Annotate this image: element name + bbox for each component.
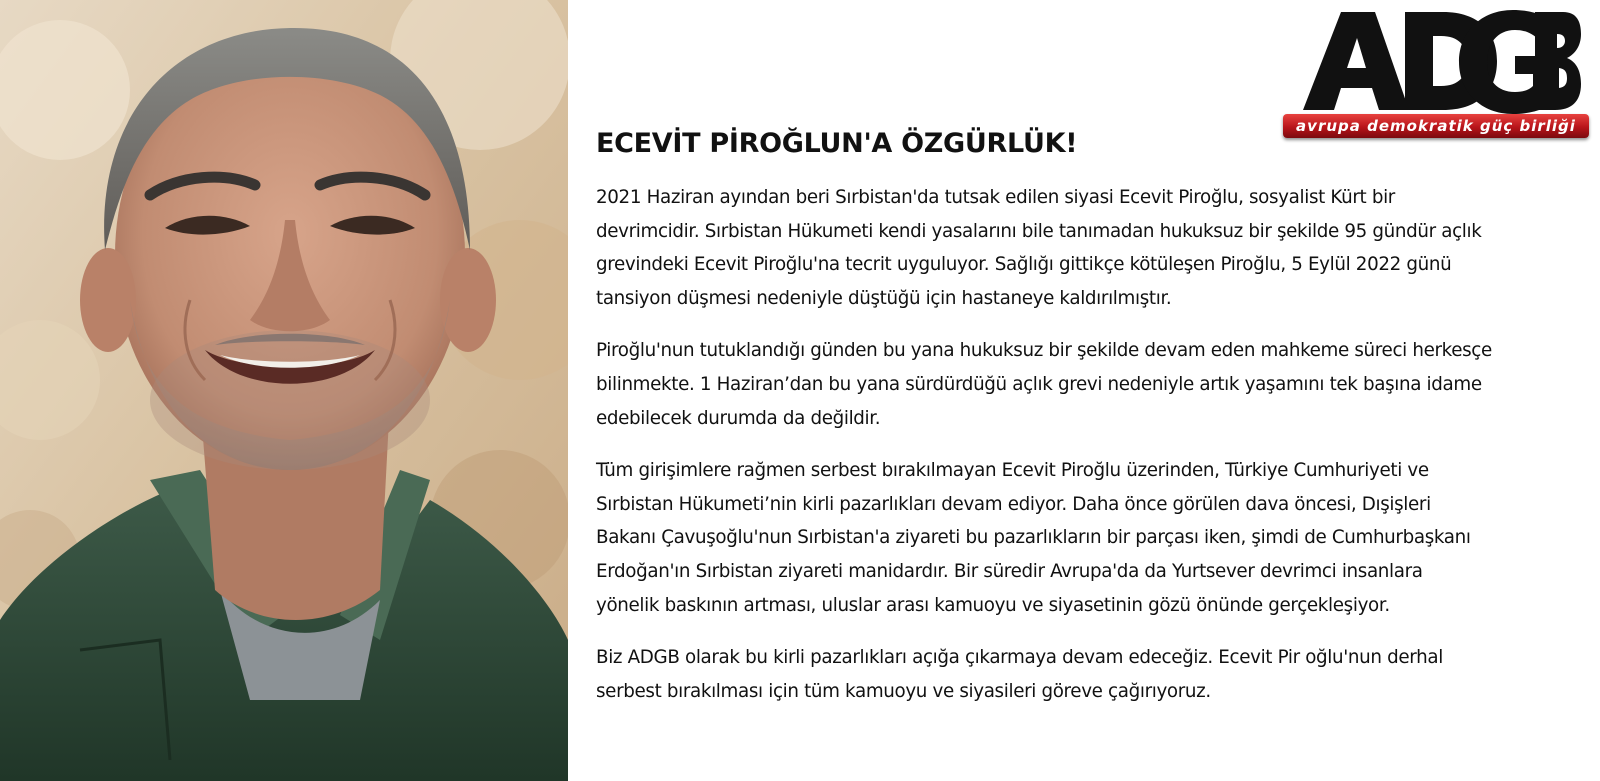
article-paragraph-1 bbox=[596, 181, 1586, 315]
paragraph-line: Erdoğan'ın Sırbistan ziyareti manidardır. Bir süredir Avrupa'da da Yurtsever devrimci insanlara bbox=[596, 560, 1423, 582]
logo-tagline: avrupa demokratik güç birliği bbox=[1283, 114, 1589, 138]
paragraph-line: Bakanı Çavuşoğlu'nun Sırbistan'a ziyareti bu pazarlıkların bir parçası iken, şimdi de Cumhurbaşkanı bbox=[596, 527, 1471, 549]
paragraph-line: edebilecek durumda da değildir. bbox=[596, 407, 881, 429]
article bbox=[596, 127, 1586, 727]
paragraph-line: tansiyon düşmesi nedeniyle düştüğü için hastaneye kaldırılmıştır. bbox=[596, 287, 1172, 309]
paragraph-line: bilinmekte. 1 Haziran’dan bu yana sürdürdüğü açlık grevi nedeniyle artık yaşamını tek başına idame bbox=[596, 373, 1482, 395]
paragraph-line: grevindeki Ecevit Piroğlu'na tecrit uyguluyor. Sağlığı gittikçe kötüleşen Piroğlu, 5 Eylül 2022 günü bbox=[596, 254, 1452, 276]
paragraph-line: Piroğlu'nun tutuklandığı günden bu yana hukuksuz bir şekilde devam eden mahkeme süreci herkesçe bbox=[596, 340, 1492, 362]
portrait-photo bbox=[0, 0, 568, 781]
paragraph-line: Biz ADGB olarak bu kirli pazarlıkları açığa çıkarmaya devam edeceğiz. Ecevit Pir oğlu'nun derhal bbox=[596, 647, 1443, 669]
paragraph-line: 2021 Haziran ayından beri Sırbistan'da tutsak edilen siyasi Ecevit Piroğlu, sosyalist Kürt bir bbox=[596, 187, 1395, 208]
paragraph-line: Tüm girişimlere rağmen serbest bırakılmayan Ecevit Piroğlu üzerinden, Türkiye Cumhuriyeti ve bbox=[596, 460, 1429, 482]
article-paragraph-4 bbox=[596, 641, 1586, 708]
article-paragraph-3 bbox=[596, 454, 1586, 622]
article-headline: ECEVİT PİROĞLUN'A ÖZGÜRLÜK! bbox=[596, 128, 1078, 159]
article-paragraph-2 bbox=[596, 334, 1586, 435]
paragraph-line: serbest bırakılması için tüm kamuoyu ve siyasileri göreve çağırıyoruz. bbox=[596, 680, 1211, 702]
paragraph-line: devrimcidir. Sırbistan Hükumeti kendi yasalarını bile tanımadan hukuksuz bir şekilde 95 gündür açlık bbox=[596, 220, 1482, 242]
adgb-logo-letters bbox=[1301, 6, 1581, 116]
adgb-logo bbox=[1283, 12, 1593, 140]
paragraph-line: yönelik baskının artması, uluslar arası kamuoyu ve siyasetinin gözü önünde gerçekleşiyor. bbox=[596, 594, 1390, 616]
paragraph-line: Sırbistan Hükumeti’nin kirli pazarlıkları devam ediyor. Daha önce görülen dava öncesi, Dışişleri bbox=[596, 493, 1431, 515]
